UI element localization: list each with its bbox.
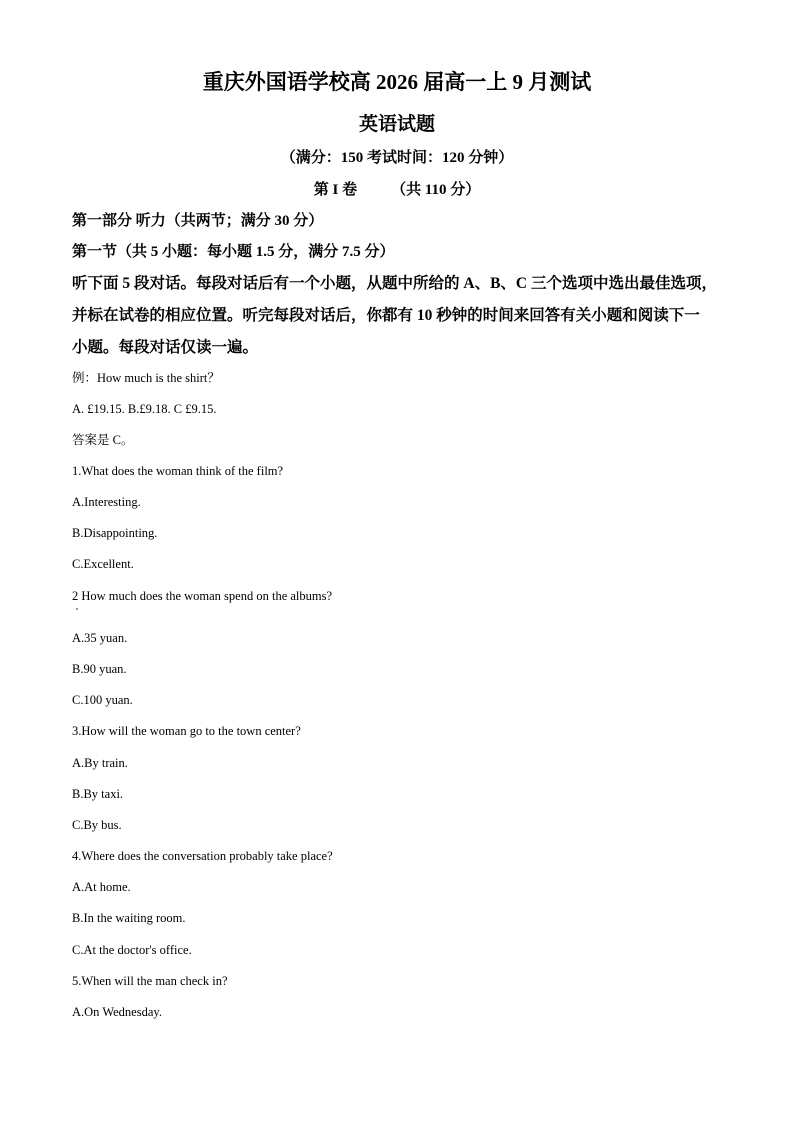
exam-title: 重庆外国语学校高 2026 届高一上 9 月测试 (202, 70, 592, 94)
volume-heading (0, 183, 794, 198)
volume-score: （共 110 分） (391, 182, 481, 198)
answer-option: B.Disappointing. (72, 526, 158, 540)
answer-option: C.100 yuan. (72, 693, 133, 707)
answer-option: B.By taxi. (72, 787, 124, 801)
instructions-line-3: 小题。每段对话仅读一遍。 (72, 339, 259, 356)
answer-option: B.90 yuan. (72, 662, 127, 676)
answer-option: C.Excellent. (72, 557, 134, 571)
part1-heading: 第一部分 听力（共两节；满分 30 分） (72, 213, 324, 229)
question-stem: 1.What does the woman think of the film? (72, 464, 284, 478)
answer-option: A.Interesting. (72, 495, 141, 509)
section1-heading: 第一节（共 5 小题：每小题 1.5 分，满分 7.5 分） (72, 244, 395, 260)
answer-option: A.By train. (72, 756, 128, 770)
answer-option: B.In the waiting room. (72, 911, 186, 925)
example-answer: 答案是 C。 (72, 433, 134, 447)
question-stem: 3.How will the woman go to the town center? (72, 724, 301, 738)
instructions-line-1: 听下面 5 段对话。每段对话后有一个小题，从题中所给的 A、B、C 三个选项中选出最佳选项， (72, 275, 717, 292)
exam-subtitle: 英语试题 (358, 114, 435, 135)
question-stem: 2 How much does the woman spend on the albums? (72, 589, 333, 603)
exam-info: （满分：150 考试时间：120 分钟） (280, 150, 514, 166)
question-stem: 4.Where does the conversation probably take place? (72, 849, 333, 863)
question-stem: 5.When will the man check in? (72, 974, 228, 988)
answer-option: C.At the doctor's office. (72, 943, 192, 957)
answer-option: A.On Wednesday. (72, 1005, 162, 1019)
volume-label: 第 I 卷 (313, 182, 358, 198)
answer-option: A.35 yuan. (72, 631, 128, 645)
example-options: A. £19.15. B.£9.18. C £9.15. (72, 402, 217, 416)
answer-option: C.By bus. (72, 818, 122, 832)
instructions-line-2: 并标在试卷的相应位置。听完每段对话后，你都有 10 秒钟的时间来回答有关小题和阅读下一 (72, 307, 700, 324)
example-question: 例：How much is the shirt？ (72, 371, 220, 385)
answer-option: A.At home. (72, 880, 131, 894)
stray-dot (76, 608, 78, 610)
